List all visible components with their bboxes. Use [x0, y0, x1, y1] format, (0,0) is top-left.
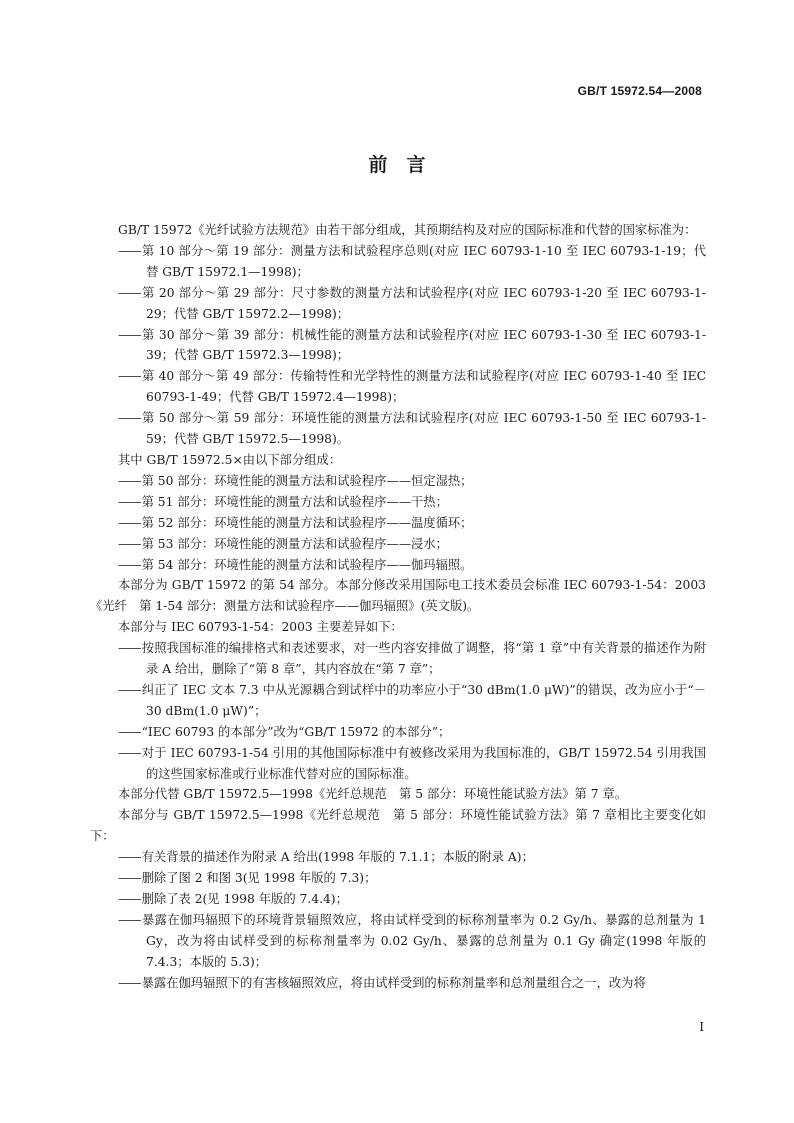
subpart-item: —— 第 53 部分：环境性能的测量方法和试验程序——浸水；	[90, 534, 706, 555]
foreword-body	[90, 220, 706, 994]
structure-item: —— 第 20 部分～第 29 部分：尺寸参数的测量方法和试验程序(对应 IEC 60793-1-20 至 IEC 60793-1-29；代替 GB/T 15972.2—1998)；	[90, 283, 706, 325]
difference-item: —— “IEC 60793 的本部分”改为“GB/T 15972 的本部分”；	[90, 722, 706, 743]
standard-code: GB/T 15972.54—2008	[577, 84, 702, 98]
structure-item: —— 第 40 部分～第 49 部分：传输特性和光学特性的测量方法和试验程序(对应 IEC 60793-1-40 至 IEC 60793-1-49；代替 GB/T 15972.4—1998)；	[90, 366, 706, 408]
difference-item: —— 对于 IEC 60793-1-54 引用的其他国际标准中有被修改采用为我国标准的，GB/T 15972.54 引用我国的这些国家标准或行业标准代替对应的国际标准。	[90, 743, 706, 785]
intro-paragraph: GB/T 15972《光纤试验方法规范》由若干部分组成，其预期结构及对应的国际标准和代替的国家标准为：	[118, 223, 697, 237]
subpart-item: —— 第 54 部分：环境性能的测量方法和试验程序——伽玛辐照。	[90, 555, 706, 576]
page-title: 前 言	[368, 154, 426, 176]
adoption-paragraph: 本部分为 GB/T 15972 的第 54 部分。本部分修改采用国际电工技术委员会标准 IEC 60793-1-54：2003《光纤 第 1-54 部分：测量方法和试验程序——伽玛辐照》(英文版)。	[90, 578, 706, 614]
difference-item: —— 按照我国标准的编排格式和表述要求，对一些内容安排做了调整，将“第 1 章”中有关背景的描述作为附录 A 给出，删除了“第 8 章”，其内容放在“第 7 章”；	[90, 638, 706, 680]
difference-item: —— 纠正了 IEC 文本 7.3 中从光源耦合到试样中的功率应小于“30 dBm(1.0 μW)”的错误，改为应小于“－30 dBm(1.0 μW)”；	[90, 680, 706, 722]
subparts-intro: 其中 GB/T 15972.5×由以下部分组成：	[118, 452, 342, 467]
structure-item: —— 第 50 部分～第 59 部分：环境性能的测量方法和试验程序(对应 IEC 60793-1-50 至 IEC 60793-1-59；代替 GB/T 15972.5—1998)。	[90, 408, 706, 450]
subpart-item: —— 第 52 部分：环境性能的测量方法和试验程序——温度循环；	[90, 513, 706, 534]
change-item: —— 暴露在伽玛辐照下的环境背景辐照效应，将由试样受到的标称剂量率为 0.2 Gy/h、暴露的总剂量为 1 Gy，改为将由试样受到的标称剂量率为 0.02 Gy/h、暴露的总剂量为 0.1 Gy 确定(1998 年版的 7.4.3；本版的 5.3)；	[90, 910, 706, 973]
change-item: —— 有关背景的描述作为附录 A 给出(1998 年版的 7.1.1；本版的附录 A)；	[90, 847, 706, 868]
subpart-item: —— 第 50 部分：环境性能的测量方法和试验程序——恒定湿热；	[90, 471, 706, 492]
structure-item: —— 第 10 部分～第 19 部分：测量方法和试验程序总则(对应 IEC 60793-1-10 至 IEC 60793-1-19；代替 GB/T 15972.1—1998)；	[90, 241, 706, 283]
change-item: —— 删除了图 2 和图 3(见 1998 年版的 7.3)；	[90, 868, 706, 889]
change-item: —— 删除了表 2(见 1998 年版的 7.4.4)；	[90, 889, 706, 910]
structure-item: —— 第 30 部分～第 39 部分：机械性能的测量方法和试验程序(对应 IEC 60793-1-30 至 IEC 60793-1-39；代替 GB/T 15972.3—1998)；	[90, 325, 706, 367]
changes-intro: 本部分与 GB/T 15972.5—1998《光纤总规范 第 5 部分：环境性能试验方法》第 7 章相比主要变化如下：	[90, 808, 706, 844]
page-number: I	[699, 1020, 704, 1034]
differences-intro: 本部分与 IEC 60793-1-54：2003 主要差异如下：	[118, 620, 403, 635]
subpart-item: —— 第 51 部分：环境性能的测量方法和试验程序——干热；	[90, 492, 706, 513]
replaces-paragraph: 本部分代替 GB/T 15972.5—1998《光纤总规范 第 5 部分：环境性能试验方法》第 7 章。	[118, 787, 628, 802]
change-item: —— 暴露在伽玛辐照下的有害核辐照效应，将由试样受到的标称剂量率和总剂量组合之一，改为将	[90, 973, 706, 994]
